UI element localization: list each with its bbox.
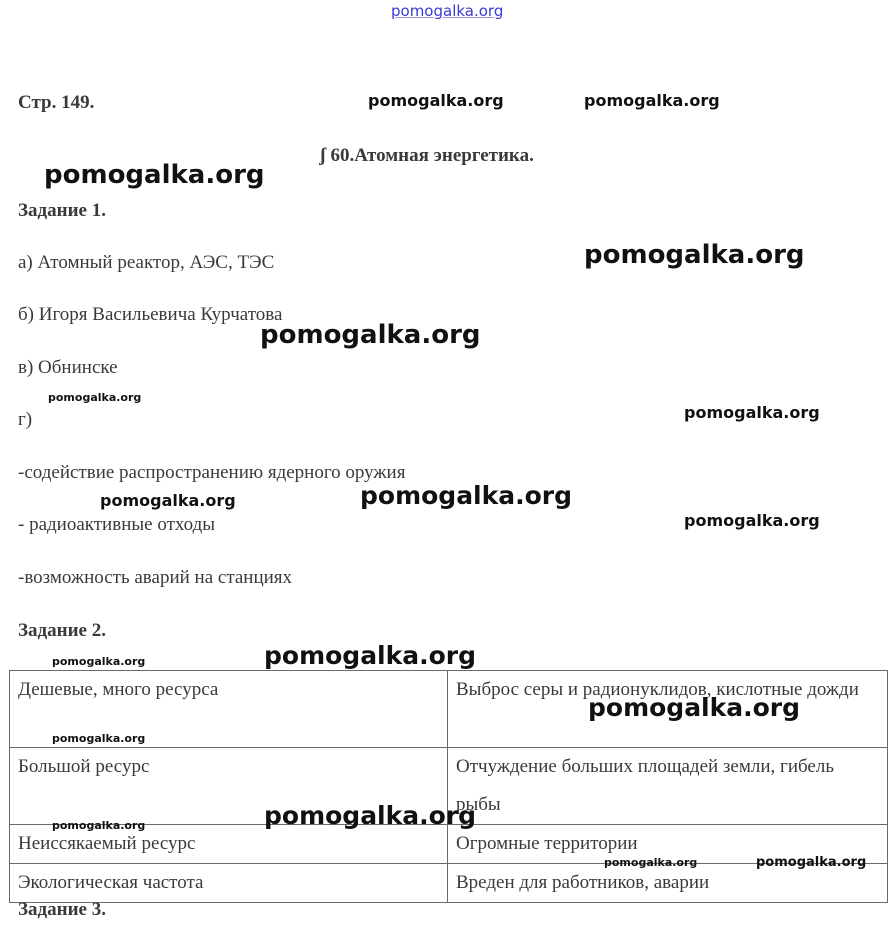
task2-heading: Задание 2. — [18, 620, 106, 641]
watermark: pomogalka.org — [100, 491, 236, 510]
next-heading-text: Задание 3. — [18, 899, 106, 920]
task1-line-a: а) Атомный реактор, АЭС, ТЭС — [18, 252, 275, 273]
table-cell-cons: Вреден для работников, аварии — [448, 864, 888, 903]
watermark: pomogalka.org — [584, 91, 720, 110]
watermark: pomogalka.org — [52, 819, 146, 832]
watermark: pomogalka.org — [588, 693, 801, 722]
watermark-top-link[interactable]: pomogalka.org — [391, 2, 504, 20]
watermark: pomogalka.org — [260, 320, 481, 350]
task1-line-v: в) Обнинске — [18, 357, 118, 378]
table-cell-pros: Неиссякаемый ресурс — [10, 825, 448, 864]
watermark: pomogalka.org — [360, 481, 573, 510]
watermark: pomogalka.org — [264, 801, 477, 830]
watermark: pomogalka.org — [52, 655, 146, 668]
section-title: ʃ 60.Атомная энергетика. — [320, 145, 534, 166]
task1-line-g: г) — [18, 409, 33, 430]
watermark: pomogalka.org — [44, 160, 265, 190]
watermark: pomogalka.org — [604, 856, 698, 869]
next-heading-partial — [18, 899, 158, 920]
page-label: Стр. 149. — [18, 92, 95, 113]
watermark: pomogalka.org — [48, 391, 142, 404]
task1-line-accidents: -возможность аварий на станциях — [18, 567, 293, 588]
table-cell-cons: Огромные территории — [448, 825, 888, 864]
table-cell-pros: Большой ресурс — [10, 748, 448, 825]
task1-line-weapons: -содействие распространению ядерного оружия — [18, 462, 406, 483]
table-cell-cons: Выброс серы и радионуклидов, кислотные дожди — [448, 671, 888, 748]
watermark: pomogalka.org — [368, 91, 504, 110]
watermark: pomogalka.org — [684, 403, 820, 422]
watermark: pomogalka.org — [52, 732, 146, 745]
task1-line-b: б) Игоря Васильевича Курчатова — [18, 304, 283, 325]
watermark: pomogalka.org — [684, 511, 820, 530]
table-cell-pros: Дешевые, много ресурса — [10, 671, 448, 748]
table-cell-cons: Отчуждение больших площадей земли, гибель рыбы — [448, 748, 888, 825]
watermark: pomogalka.org — [264, 641, 477, 670]
watermark: pomogalka.org — [756, 855, 867, 870]
table-cell-pros: Экологическая частота — [10, 864, 448, 903]
task1-heading: Задание 1. — [18, 200, 106, 221]
task1-line-waste: - радиоактивные отходы — [18, 514, 216, 535]
watermark: pomogalka.org — [584, 240, 805, 270]
